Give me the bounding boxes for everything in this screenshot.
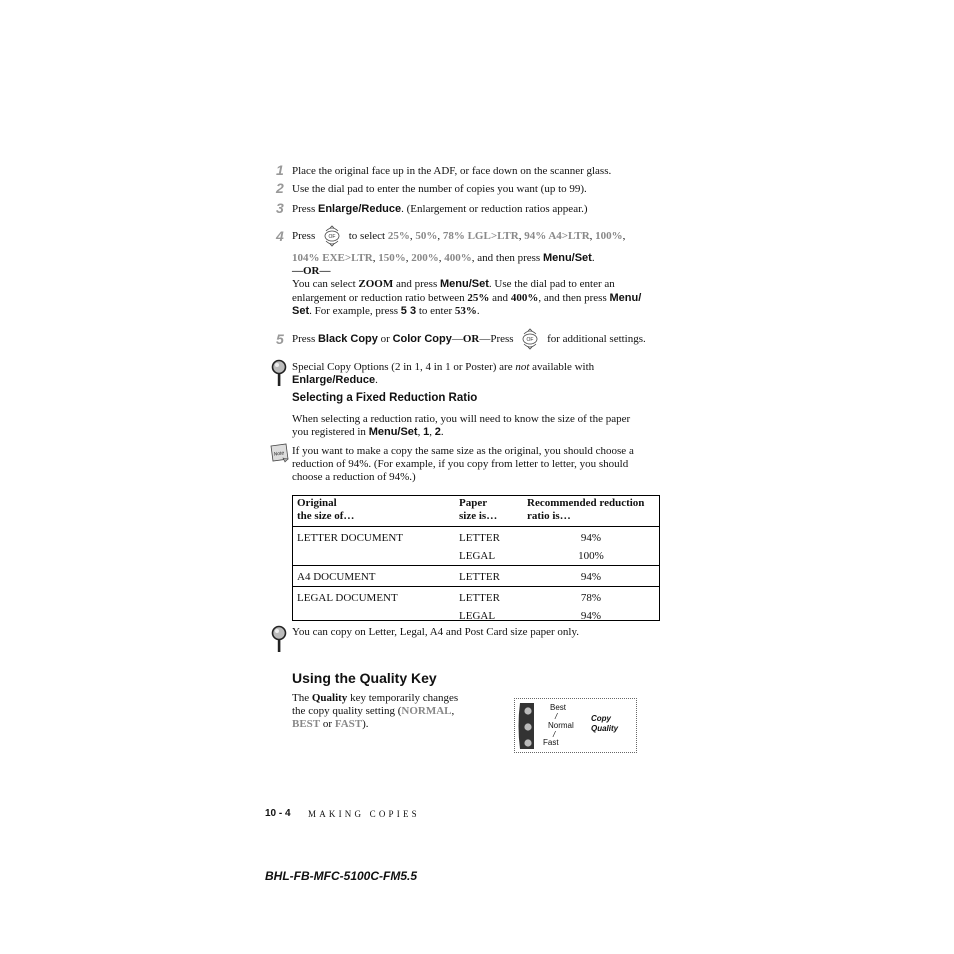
separator: / bbox=[553, 730, 556, 739]
min-ratio: 25% bbox=[467, 292, 490, 304]
ratio-option: 200% bbox=[411, 252, 439, 264]
alt-text: . For example, press bbox=[309, 305, 401, 317]
note-2-line-3: choose a reduction of 94%.) bbox=[292, 471, 416, 483]
best-option: BEST bbox=[292, 718, 321, 730]
ratio-option: 25% bbox=[387, 230, 410, 242]
best-label: Best bbox=[550, 703, 567, 712]
copy-label-text: Copy bbox=[591, 714, 611, 723]
note-1-line-1 bbox=[292, 361, 594, 374]
section-1-paragraph-line-2 bbox=[292, 426, 444, 439]
led-strip-icon bbox=[517, 702, 537, 750]
digit-keys: 5 3 bbox=[400, 305, 417, 317]
enlarge-reduce-key: Enlarge/Reduce bbox=[292, 374, 376, 386]
max-ratio: 400% bbox=[510, 292, 539, 304]
table-row bbox=[292, 566, 660, 587]
press-text: Press bbox=[292, 230, 316, 242]
ratio-option: 94% A4>LTR bbox=[524, 230, 590, 242]
note-text: available with bbox=[529, 361, 595, 373]
table-header-cell bbox=[522, 495, 660, 527]
zoom-option: ZOOM bbox=[358, 278, 394, 290]
to-select-text: to select bbox=[348, 230, 388, 242]
header-text: ratio is… bbox=[527, 510, 571, 522]
alt-text: You can select bbox=[292, 278, 359, 290]
alt-text: and press bbox=[393, 278, 440, 290]
note-1-line-2 bbox=[292, 374, 378, 387]
navigation-dial-icon bbox=[520, 328, 540, 350]
menu-set-key: Menu/ bbox=[609, 292, 642, 304]
color-copy-key: Color Copy bbox=[392, 333, 452, 345]
fast-label: Fast bbox=[543, 738, 559, 747]
black-copy-key: Black Copy bbox=[317, 333, 378, 345]
alt-text: to enter bbox=[416, 305, 455, 317]
alt-text: . Use the dial pad to enter an bbox=[488, 278, 615, 290]
digit-key: 1 bbox=[423, 426, 430, 438]
comma: , bbox=[417, 426, 424, 438]
step-2-text: Use the dial pad to enter the number of copies you want (up to 99). bbox=[292, 183, 587, 195]
table-cell: LETTER bbox=[454, 566, 522, 587]
comma: , bbox=[429, 426, 435, 438]
quality-paragraph-line-3 bbox=[292, 718, 369, 731]
step-4-line-2: 104% EXE>LTR, 150%, 200%, 400%, and then press Menu/Set. bbox=[292, 252, 595, 264]
digit-key: 2 bbox=[434, 426, 441, 438]
or-text: or bbox=[377, 333, 393, 345]
section-1-paragraph-line-1: When selecting a reduction ratio, you will need to know the size of the paper bbox=[292, 413, 631, 425]
alt-text: enlargement or reduction ratio between bbox=[292, 292, 468, 304]
table-cell: LEGAL bbox=[459, 550, 496, 562]
chapter-title: MAKING COPIES bbox=[308, 809, 420, 819]
fast-option: FAST bbox=[334, 718, 363, 730]
normal-option: NORMAL bbox=[401, 705, 452, 717]
table-header-cell bbox=[454, 495, 522, 527]
note-text: Special Copy Options (2 in 1, 4 in 1 or Poster) are bbox=[292, 361, 516, 373]
menu-set-key: Menu/Set bbox=[440, 278, 489, 290]
dash: — bbox=[451, 333, 463, 345]
ratio-option: 150% bbox=[378, 252, 406, 264]
note-label: Note bbox=[273, 450, 285, 458]
header-text: Recommended reduction bbox=[527, 497, 645, 509]
table-cell: 94% bbox=[522, 527, 660, 548]
step-1-text: Place the original face up in the ADF, or face down on the scanner glass. bbox=[292, 165, 612, 177]
ratio-option: 78% LGL>LTR bbox=[442, 230, 519, 242]
table-cell bbox=[292, 607, 454, 625]
alt-text: , and then press bbox=[538, 292, 610, 304]
step-number: 4 bbox=[276, 228, 284, 244]
quality-label-text: Quality bbox=[591, 724, 619, 733]
table-row bbox=[292, 547, 660, 566]
table-cell: 100% bbox=[578, 550, 604, 562]
document-id: BHL-FB-MFC-5100C-FM5.5 bbox=[265, 869, 418, 883]
separator: / bbox=[555, 712, 558, 721]
or-text: or bbox=[320, 718, 335, 730]
paragraph-text: ). bbox=[362, 718, 369, 730]
or-text: OR bbox=[462, 333, 480, 345]
period: . bbox=[476, 305, 480, 317]
alt-text: and bbox=[489, 292, 511, 304]
step-3-text bbox=[292, 203, 588, 216]
table-cell: 94% bbox=[580, 610, 602, 622]
press-text: —Press bbox=[479, 333, 514, 345]
table-row bbox=[292, 607, 660, 625]
table-cell bbox=[292, 547, 454, 566]
dial-glyph: OF bbox=[328, 234, 336, 241]
ratio-option: 104% EXE>LTR bbox=[292, 252, 373, 264]
menu-set-key: Set bbox=[292, 305, 310, 317]
press-text: Press bbox=[292, 333, 318, 345]
header-text: the size of… bbox=[297, 510, 355, 522]
table-cell: 78% bbox=[522, 587, 660, 608]
table-cell: LEGAL bbox=[459, 610, 496, 622]
quality-paragraph-line-2 bbox=[292, 705, 454, 718]
header-text: size is… bbox=[459, 510, 498, 522]
enlarge-reduce-key: Enlarge/Reduce bbox=[317, 203, 402, 215]
step-4-line-1: Press OF to select 25%, 50%, 78% LGL>LTR, 94% A4>LTR, 100%, bbox=[292, 225, 625, 247]
page-number: 10 - 4 bbox=[265, 808, 291, 819]
period: . bbox=[375, 374, 378, 386]
tip-magnifier-icon bbox=[270, 625, 288, 653]
section-heading: Using the Quality Key bbox=[292, 670, 437, 686]
paragraph-text: key temporarily changes bbox=[347, 692, 459, 704]
step-number: 2 bbox=[276, 180, 284, 196]
quality-paragraph-line-1 bbox=[292, 692, 458, 705]
table-header-row bbox=[292, 495, 660, 527]
ratio-option: 100% bbox=[595, 230, 623, 242]
step-4-alt-line-2 bbox=[292, 292, 641, 305]
step-number: 5 bbox=[276, 331, 284, 347]
section-heading: Selecting a Fixed Reduction Ratio bbox=[292, 392, 478, 404]
table-cell: LETTER bbox=[454, 527, 522, 548]
table-header-cell bbox=[292, 495, 454, 527]
reduction-ratio-table bbox=[292, 495, 660, 625]
ratio-option: 50% bbox=[415, 230, 438, 242]
note-3-text: You can copy on Letter, Legal, A4 and Post Card size paper only. bbox=[292, 626, 580, 638]
step-3-pre: Press bbox=[292, 203, 318, 215]
paragraph-text: the copy quality setting ( bbox=[292, 705, 402, 717]
step-number: 3 bbox=[276, 200, 284, 216]
period: . bbox=[440, 426, 444, 438]
paragraph-text: The bbox=[292, 692, 312, 704]
table-cell: 94% bbox=[522, 566, 660, 587]
comma: , bbox=[451, 705, 455, 717]
table-row bbox=[292, 587, 660, 608]
note-icon bbox=[268, 443, 290, 463]
step-5-text bbox=[292, 328, 646, 350]
note-2-line-2: reduction of 94%. (For example, if you copy from letter to letter, you should bbox=[292, 458, 629, 470]
normal-label: Normal bbox=[548, 721, 574, 730]
menu-set-key: Menu/Set bbox=[368, 426, 418, 438]
note-2-line-1: If you want to make a copy the same size as the original, you should choose a bbox=[292, 445, 634, 457]
step-number: 1 bbox=[276, 162, 284, 178]
example-ratio: 53% bbox=[454, 305, 477, 317]
quality-key-panel bbox=[514, 698, 637, 753]
tip-magnifier-icon bbox=[270, 359, 288, 387]
step-4-alt-line-3 bbox=[292, 305, 480, 318]
or-separator: —OR— bbox=[292, 265, 331, 277]
dial-glyph: OF bbox=[526, 337, 534, 344]
menu-set-key: Menu/Set bbox=[542, 252, 592, 264]
table-cell: LETTER bbox=[454, 587, 522, 608]
table-cell: A4 DOCUMENT bbox=[292, 566, 454, 587]
table-row bbox=[292, 527, 660, 548]
header-text: Original bbox=[297, 497, 337, 509]
step-3-post: . (Enlargement or reduction ratios appear.) bbox=[401, 203, 588, 215]
paragraph-text: you registered in bbox=[292, 426, 369, 438]
step-5-post: for additional settings. bbox=[547, 333, 646, 345]
emphasis: not bbox=[515, 361, 530, 373]
copy-quality-label bbox=[591, 714, 618, 734]
navigation-dial-icon bbox=[322, 225, 342, 247]
table-cell: LEGAL DOCUMENT bbox=[292, 587, 454, 608]
table-cell: LETTER DOCUMENT bbox=[292, 527, 454, 548]
quality-key: Quality bbox=[311, 692, 348, 704]
header-text: Paper bbox=[459, 497, 488, 509]
ratio-option: 400% bbox=[444, 252, 472, 264]
period: . bbox=[591, 252, 595, 264]
step-4-alt-line-1 bbox=[292, 278, 615, 291]
then-press-text: , and then press bbox=[471, 252, 543, 264]
